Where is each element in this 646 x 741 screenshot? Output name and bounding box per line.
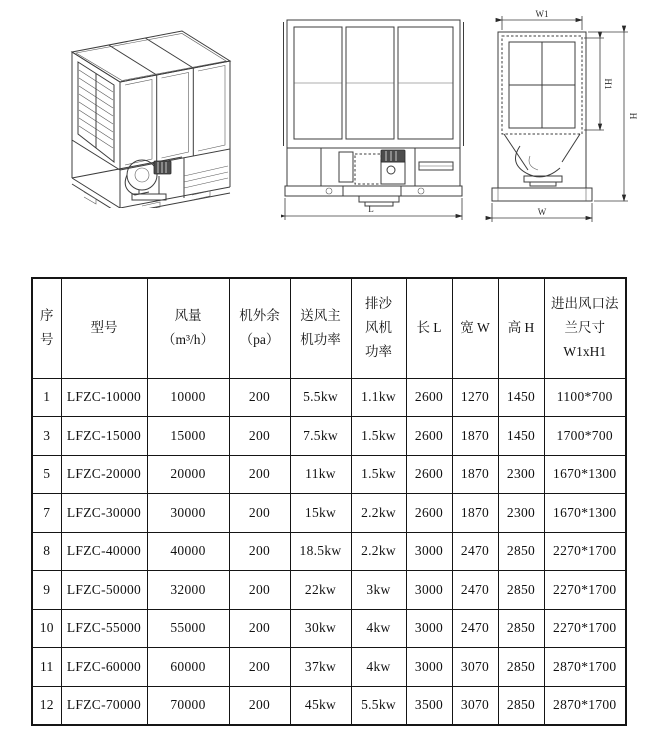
cell-airflow: 10000 [147,378,229,417]
cell-airflow: 40000 [147,532,229,571]
cell-static-pressure: 200 [229,609,290,648]
col-header-flange-size-line: 进出风口法 [551,296,619,312]
cell-width: 1870 [452,455,498,494]
cell-flange-size: 1670*1300 [544,455,626,494]
col-header-width-line: 宽 W [460,320,490,336]
col-header-sand-fan-power-line: 风机 [365,320,392,336]
cell-width: 2470 [452,609,498,648]
cell-sand-fan-power: 2.2kw [351,494,406,533]
col-header-airflow-line: 风量 [174,308,202,324]
cell-supply-fan-power: 15kw [290,494,351,533]
side-dimension-H1 [584,38,613,130]
front-fan-motor [381,150,405,162]
dim-label-L: L [368,204,374,214]
louver-face [72,52,120,170]
base-frame [72,140,230,208]
cell-width: 3070 [452,648,498,687]
cell-index: 9 [32,571,61,610]
cell-length: 2600 [406,494,452,533]
col-header-index-line: 号 [40,332,54,348]
table-row [32,609,626,648]
cell-width: 1870 [452,494,498,533]
cell-flange-size: 2270*1700 [544,532,626,571]
cell-model: LFZC-10000 [61,378,147,417]
cell-static-pressure: 200 [229,532,290,571]
cell-height: 1450 [498,417,544,456]
col-header-static-pressure-line: 机外余 [239,308,280,324]
cell-height: 2850 [498,609,544,648]
side-dimension-W1 [502,9,582,30]
cell-height: 2850 [498,648,544,687]
isometric-view-drawing [32,18,237,208]
front-machine-room [321,148,453,186]
cell-supply-fan-power: 45kw [290,686,351,725]
cell-model: LFZC-15000 [61,417,147,456]
cell-length: 2600 [406,417,452,456]
dim-label-W1: W1 [535,9,549,19]
cell-height: 2850 [498,686,544,725]
spec-table-container [31,277,625,726]
cell-height: 1450 [498,378,544,417]
blower-fan [125,160,171,200]
cell-length: 2600 [406,455,452,494]
side-base [492,188,592,201]
cell-model: LFZC-30000 [61,494,147,533]
cell-airflow: 30000 [147,494,229,533]
cell-index: 1 [32,378,61,417]
cell-static-pressure: 200 [229,378,290,417]
cell-index: 10 [32,609,61,648]
cell-height: 2300 [498,455,544,494]
spec-table [31,277,627,726]
cell-index: 11 [32,648,61,687]
col-header-flange-size-line: W1xH1 [563,344,607,360]
cell-static-pressure: 200 [229,686,290,725]
col-header-model [61,278,147,378]
dim-label-H1: H1 [603,78,613,90]
cell-airflow: 20000 [147,455,229,494]
col-header-sand-fan-power [351,278,406,378]
cell-width: 2470 [452,571,498,610]
cell-height: 2850 [498,571,544,610]
col-header-sand-fan-power-line: 功率 [365,344,392,360]
cell-width: 2470 [452,532,498,571]
col-header-width [452,278,498,378]
cell-model: LFZC-70000 [61,686,147,725]
cell-length: 2600 [406,378,452,417]
front-cabinet [284,20,464,186]
table-row [32,494,626,533]
front-view-drawing [281,14,466,226]
col-header-index-line: 序 [40,308,54,324]
cell-index: 12 [32,686,61,725]
cell-model: LFZC-20000 [61,455,147,494]
cell-supply-fan-power: 22kw [290,571,351,610]
col-header-height [498,278,544,378]
cell-flange-size: 1670*1300 [544,494,626,533]
table-row [32,686,626,725]
cell-static-pressure: 200 [229,494,290,533]
table-row [32,378,626,417]
table-row [32,532,626,571]
cell-flange-size: 1700*700 [544,417,626,456]
col-header-length-line: 长 L [416,320,442,336]
col-header-flange-size-line: 兰尺寸 [564,320,605,336]
side-dimension-W [492,203,592,222]
col-header-flange-size [544,278,626,378]
cabinet-front-face [120,61,230,170]
cell-airflow: 32000 [147,571,229,610]
cell-supply-fan-power: 11kw [290,455,351,494]
cell-index: 5 [32,455,61,494]
cell-length: 3000 [406,532,452,571]
cell-airflow: 15000 [147,417,229,456]
cell-flange-size: 2270*1700 [544,571,626,610]
cell-sand-fan-power: 3kw [351,571,406,610]
cell-sand-fan-power: 1.1kw [351,378,406,417]
cell-length: 3500 [406,686,452,725]
col-header-height-line: 高 H [507,320,535,336]
side-dimension-H [588,32,638,201]
cell-sand-fan-power: 1.5kw [351,455,406,494]
table-row [32,455,626,494]
cell-model: LFZC-55000 [61,609,147,648]
cell-index: 7 [32,494,61,533]
front-dimension-L [285,198,462,220]
cell-model: LFZC-50000 [61,571,147,610]
dim-label-W: W [537,207,547,217]
cell-index: 8 [32,532,61,571]
cell-supply-fan-power: 18.5kw [290,532,351,571]
cell-static-pressure: 200 [229,648,290,687]
cell-length: 3000 [406,609,452,648]
col-header-model-line: 型号 [90,320,118,336]
col-header-airflow-line: （m³/h） [161,332,215,348]
cell-flange-size: 2870*1700 [544,648,626,687]
spec-table-body [32,378,626,725]
cell-length: 3000 [406,571,452,610]
cell-width: 3070 [452,686,498,725]
cell-supply-fan-power: 7.5kw [290,417,351,456]
cell-sand-fan-power: 1.5kw [351,417,406,456]
cell-index: 3 [32,417,61,456]
side-body [498,32,586,188]
cell-supply-fan-power: 37kw [290,648,351,687]
col-header-airflow [147,278,229,378]
cell-sand-fan-power: 4kw [351,609,406,648]
cell-width: 1270 [452,378,498,417]
cell-width: 1870 [452,417,498,456]
cell-flange-size: 1100*700 [544,378,626,417]
dim-label-H: H [628,112,638,120]
cell-model: LFZC-40000 [61,532,147,571]
cell-sand-fan-power: 5.5kw [351,686,406,725]
cell-flange-size: 2870*1700 [544,686,626,725]
cell-airflow: 70000 [147,686,229,725]
cell-airflow: 55000 [147,609,229,648]
cell-height: 2850 [498,532,544,571]
col-header-static-pressure [229,278,290,378]
cell-supply-fan-power: 30kw [290,609,351,648]
cell-model: LFZC-60000 [61,648,147,687]
cell-sand-fan-power: 4kw [351,648,406,687]
front-base [285,186,462,206]
col-header-supply-fan-power [290,278,351,378]
fan-motor [154,161,171,174]
cell-length: 3000 [406,648,452,687]
col-header-index [32,278,61,378]
side-view-drawing [478,8,643,230]
cell-supply-fan-power: 5.5kw [290,378,351,417]
cell-flange-size: 2270*1700 [544,609,626,648]
table-row [32,571,626,610]
cell-static-pressure: 200 [229,571,290,610]
cell-height: 2300 [498,494,544,533]
col-header-supply-fan-power-line: 机功率 [300,332,341,348]
spec-table-header [32,278,626,378]
col-header-sand-fan-power-line: 排沙 [365,296,392,312]
table-row [32,648,626,687]
cell-static-pressure: 200 [229,455,290,494]
cell-sand-fan-power: 2.2kw [351,532,406,571]
cell-airflow: 60000 [147,648,229,687]
col-header-length [406,278,452,378]
side-fan-funnel [504,134,580,186]
col-header-static-pressure-line: （pa） [239,332,280,348]
cell-static-pressure: 200 [229,417,290,456]
table-row [32,417,626,456]
col-header-supply-fan-power-line: 送风主 [300,308,341,324]
